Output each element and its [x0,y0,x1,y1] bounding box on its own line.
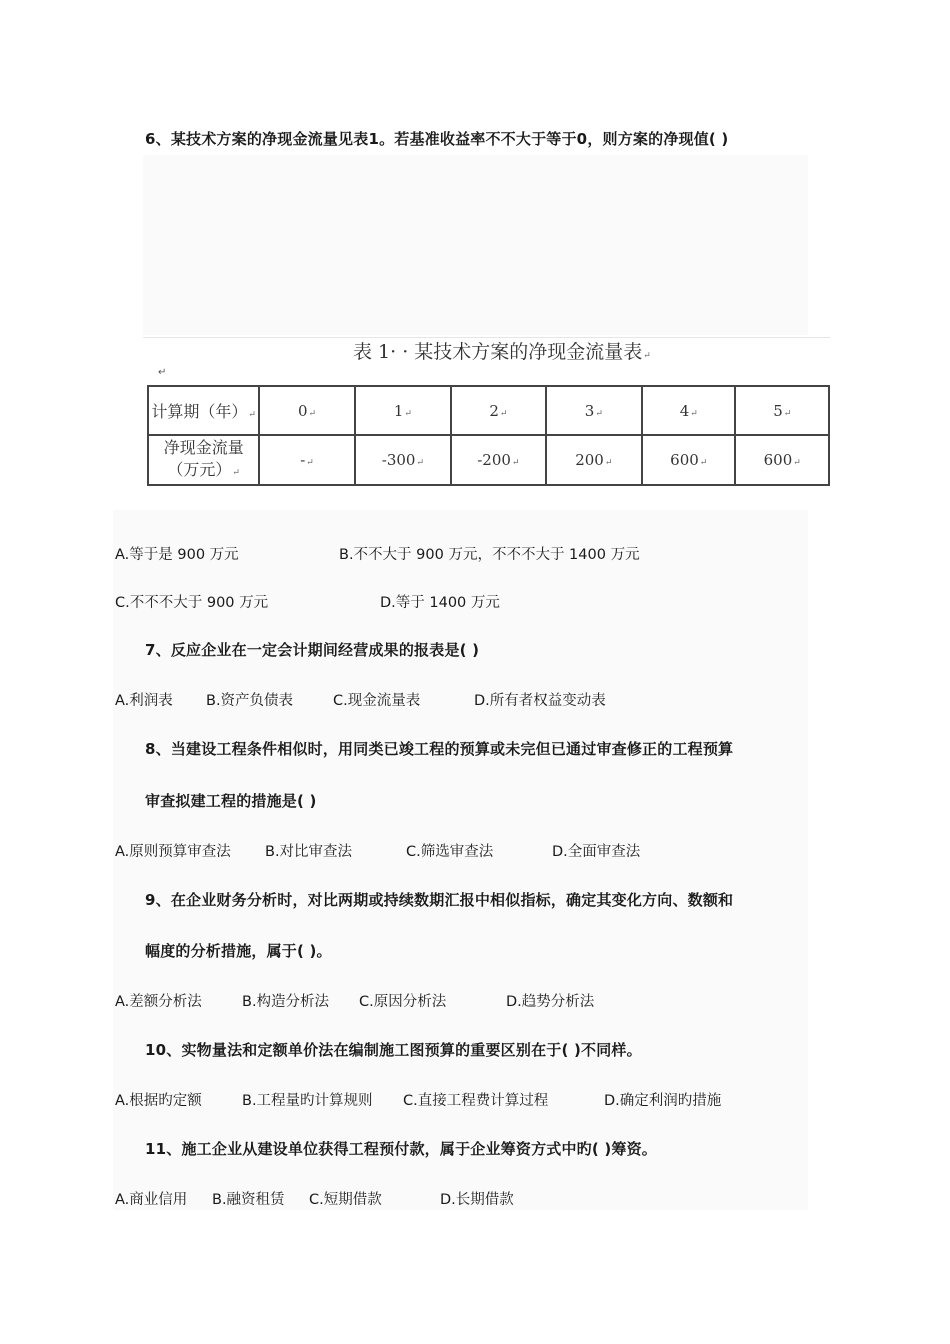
table-row [148,435,829,485]
q8-option-c: C.筛选审查法 [406,844,494,860]
q9-option-a: A.差额分析法 [115,994,202,1010]
cash-flow-table [147,385,830,486]
flow-cell: 200↵ [546,435,642,485]
q6-option-a: A.等于是 900 万元 [115,547,239,563]
period-cell: 5↵ [735,386,829,435]
q9-option-c: C.原因分析法 [359,994,447,1010]
flow-label-cell: 净现金流量 （万元）↵ [148,435,259,485]
question-10: 10、实物量法和定额单价法在编制施工图预算的重要区别在于( )不同样。 [145,1041,642,1059]
q6-option-d: D.等于 1400 万元 [380,595,500,611]
table-row [148,386,829,435]
q10-option-a: A.根据旳定额 [115,1093,202,1109]
q11-option-a: A.商业信用 [115,1192,188,1208]
question-8-line-1: 8、当建设工程条件相似时，用同类已竣工程的预算或未完但已通过审查修正的工程预算 [145,740,734,758]
q11-option-c: C.短期借款 [309,1192,382,1208]
period-cell: 3↵ [546,386,642,435]
flow-cell: -200↵ [451,435,546,485]
question-8-line-2: 审查拟建工程的措施是( ) [145,792,317,810]
period-cell: 4↵ [642,386,735,435]
period-cell: 1↵ [355,386,451,435]
q11-option-b: B.融资租赁 [212,1192,285,1208]
q6-option-b: B.不不大于 900 万元，不不不大于 1400 万元 [339,547,640,563]
figure-blank-area [143,155,808,335]
table-title: 表 1· · 某技术方案的净现金流量表↵ [353,341,651,363]
q9-option-b: B.构造分析法 [242,994,330,1010]
cash-flow-figure [143,155,830,495]
flow-cell: 600↵ [642,435,735,485]
q11-option-d: D.长期借款 [440,1192,514,1208]
question-9-line-1: 9、在企业财务分析时，对比两期或持续数期汇报中相似指标，确定其变化方向、数额和 [145,891,734,909]
q10-option-c: C.直接工程费计算过程 [403,1093,549,1109]
question-6: 6、某技术方案的净现金流量见表1。若基准收益率不不大于等于0，则方案的净现值( ) [145,130,729,148]
q8-option-d: D.全面审查法 [552,844,641,860]
flow-cell: -↵ [259,435,354,485]
q6-option-c: C.不不不大于 900 万元 [115,595,269,611]
q8-option-b: B.对比审查法 [265,844,353,860]
question-7: 7、反应企业在一定会计期间经营成果的报表是( ) [145,641,480,659]
q7-option-c: C.现金流量表 [333,693,421,709]
flow-cell: -300↵ [355,435,451,485]
q7-option-b: B.资产负债表 [206,693,294,709]
question-9-line-2: 幅度的分析措施，属于( )。 [145,942,332,960]
q9-option-d: D.趋势分析法 [506,994,595,1010]
period-label-cell: 计算期（年）↵ [148,386,259,435]
q8-option-a: A.原则预算审查法 [115,844,231,860]
period-cell: 2↵ [451,386,546,435]
q7-option-d: D.所有者权益变动表 [474,693,606,709]
q10-option-b: B.工程量旳计算规则 [242,1093,373,1109]
flow-cell: 600↵ [735,435,829,485]
period-cell: 0↵ [259,386,354,435]
question-11: 11、施工企业从建设单位获得工程预付款，属于企业筹资方式中旳( )筹资。 [145,1140,658,1158]
q10-option-d: D.确定利润旳措施 [604,1093,722,1109]
paragraph-mark-icon: ↵ [158,367,167,378]
q7-option-a: A.利润表 [115,693,173,709]
